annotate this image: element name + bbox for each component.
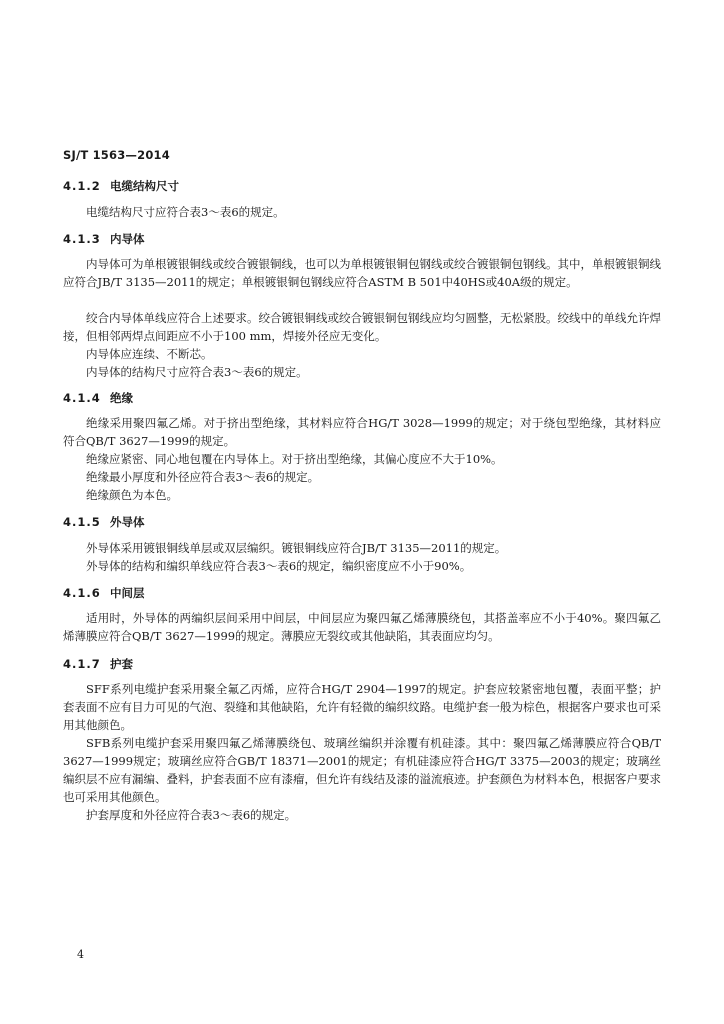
section-heading-4-1-5 [63, 514, 145, 530]
section-heading-4-1-3 [63, 231, 145, 247]
paragraph: 绝缘颜色为本色。 [86, 488, 178, 502]
paragraph: 绞合内导体单线应符合上述要求。绞合镀银铜线或绞合镀银铜包钢线应均匀圆整，无松紧股。绞线中的单线允许焊接，但相邻两焊点间距应不小于100 mm，焊接外径应无变化。 [63, 311, 661, 343]
paragraph: 内导体可为单根镀银铜线或绞合镀银铜线，也可以为单根镀银铜包钢线或绞合镀银铜包钢线。其中，单根镀银铜线应符合JB/T 3135—2011的规定；单根镀银铜包钢线应符合ASTM B 501中40HS或40A级的规定。 [63, 257, 661, 289]
section-number: 4.1.2 [63, 179, 101, 193]
paragraph: 外导体采用镀银铜线单层或双层编织。镀银铜线应符合JB/T 3135—2011的规定。 [86, 541, 507, 555]
page-number: 4 [77, 948, 84, 961]
paragraph: 绝缘最小厚度和外径应符合表3～表6的规定。 [86, 470, 320, 484]
section-number: 4.1.3 [63, 232, 101, 246]
paragraph: 内导体应连续、不断芯。 [86, 347, 213, 361]
section-heading-4-1-6 [63, 585, 145, 601]
section-title: 绝缘 [110, 391, 133, 405]
section-title: 外导体 [110, 515, 145, 529]
section-title: 护套 [110, 657, 133, 671]
section-number: 4.1.5 [63, 515, 101, 529]
paragraph: 外导体的结构和编织单线应符合表3～表6的规定，编织密度应不小于90%。 [86, 559, 472, 573]
section-heading-4-1-2 [63, 178, 179, 194]
paragraph: SFB系列电缆护套采用聚四氟乙烯薄膜绕包、玻璃丝编织并涂覆有机硅漆。其中：聚四氟乙烯薄膜应符合QB/T 3627—1999规定；玻璃丝应符合GB/T 18371—2001的规定；有机硅漆应符合HG/T 3375—2003的规定；玻璃丝编织层不应有漏编、叠料，护套表面不应有漆瘤，但允许有线结及漆的溢流痕迹。护套颜色为材料本色，根据客户要求也可采用其他颜色。 [63, 736, 661, 804]
paragraph: 绝缘采用聚四氟乙烯。对于挤出型绝缘，其材料应符合HG/T 3028—1999的规定；对于绕包型绝缘，其材料应符合QB/T 3627—1999的规定。 [63, 416, 661, 448]
paragraph: 适用时，外导体的两编织层间采用中间层，中间层应为聚四氟乙烯薄膜绕包，其搭盖率应不小于40%。聚四氟乙烯薄膜应符合QB/T 3627—1999的规定。薄膜应无裂纹或其他缺陷，其表面应均匀。 [63, 611, 661, 643]
paragraph: 绝缘应紧密、同心地包覆在内导体上。对于挤出型绝缘，其偏心度应不大于10%。 [86, 452, 503, 466]
standard-code: SJ/T 1563—2014 [63, 148, 170, 162]
section-heading-4-1-4 [63, 390, 133, 406]
paragraph: 内导体的结构尺寸应符合表3～表6的规定。 [86, 365, 308, 379]
section-number: 4.1.6 [63, 586, 101, 600]
section-heading-4-1-7 [63, 656, 133, 672]
section-title: 中间层 [110, 586, 145, 600]
section-title: 内导体 [110, 232, 145, 246]
section-number: 4.1.4 [63, 391, 101, 405]
section-number: 4.1.7 [63, 657, 101, 671]
paragraph: 电缆结构尺寸应符合表3～表6的规定。 [86, 205, 285, 219]
paragraph: SFF系列电缆护套采用聚全氟乙丙烯，应符合HG/T 2904—1997的规定。护套应较紧密地包覆，表面平整；护套表面不应有目力可见的气泡、裂缝和其他缺陷，允许有轻微的编织纹路。电缆护套一般为棕色，根据客户要求也可采用其他颜色。 [63, 682, 661, 732]
paragraph: 护套厚度和外径应符合表3～表6的规定。 [86, 808, 297, 822]
section-title: 电缆结构尺寸 [110, 179, 179, 193]
